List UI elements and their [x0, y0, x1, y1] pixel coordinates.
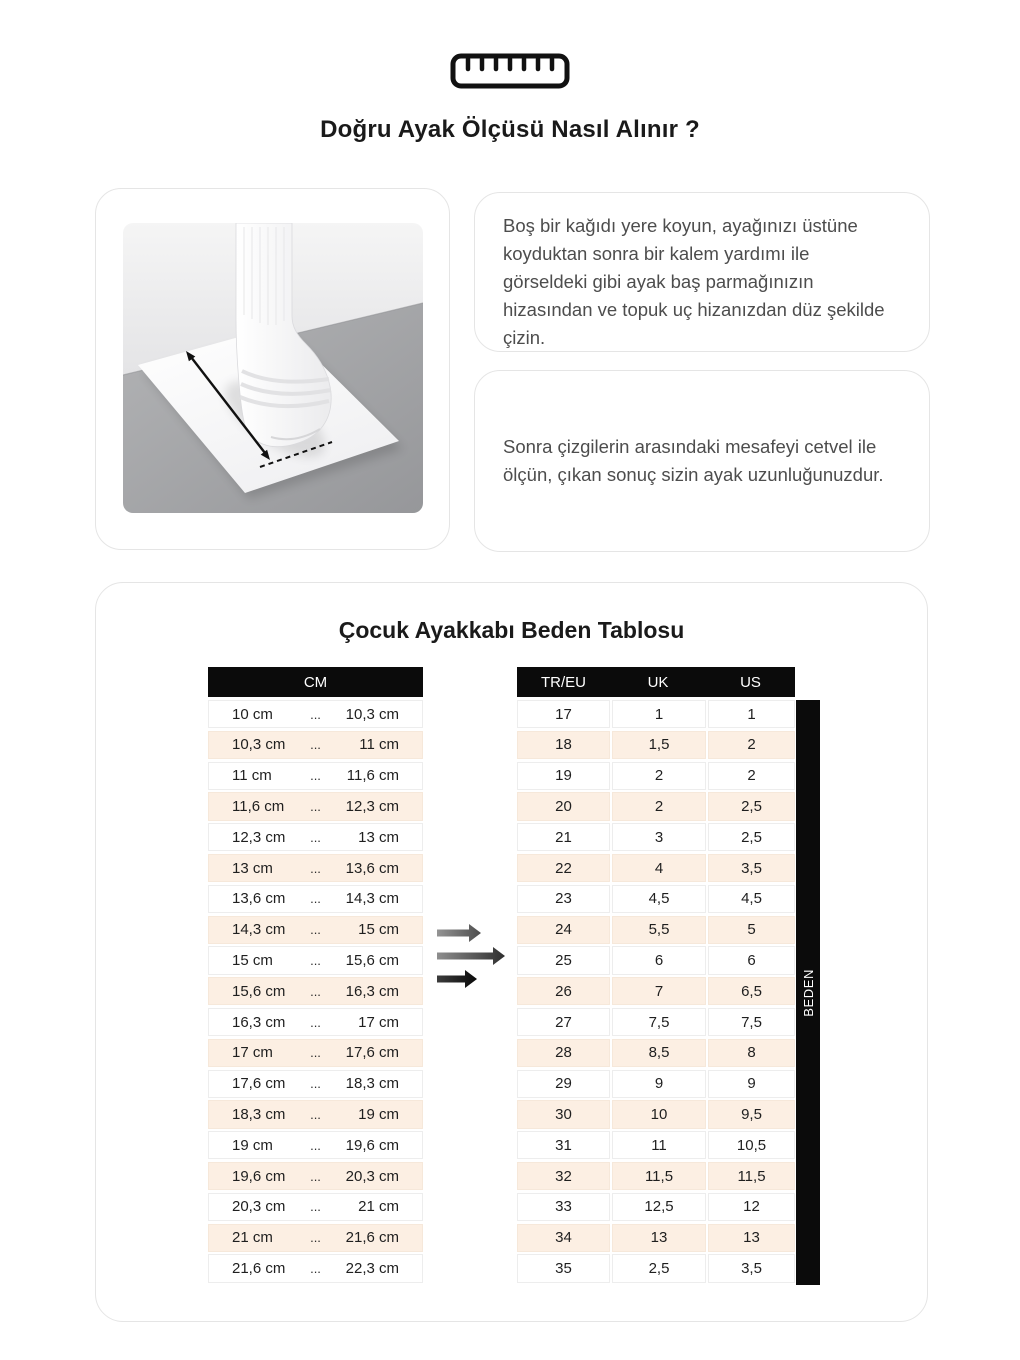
cm-to-value: 13,6 cm: [345, 859, 399, 877]
table-row: [208, 700, 423, 728]
range-separator: ...: [310, 1230, 321, 1246]
cm-to-value: 15 cm: [358, 921, 399, 939]
cm-table: [208, 667, 423, 1285]
range-separator: ...: [310, 737, 321, 753]
table-row: [517, 792, 795, 820]
us-value: 2: [708, 762, 795, 790]
table-row: [208, 885, 423, 913]
uk-value: 9: [612, 1070, 706, 1098]
tr-eu-value: 25: [517, 946, 610, 974]
cm-to-value: 17,6 cm: [345, 1044, 399, 1062]
uk-value: 7: [612, 977, 706, 1005]
cm-from-value: 10,3 cm: [232, 736, 286, 754]
tr-eu-value: 27: [517, 1008, 610, 1036]
instruction-step-2: [474, 370, 930, 552]
range-separator: ...: [310, 891, 321, 907]
tr-eu-value: 22: [517, 854, 610, 882]
uk-value: 2: [612, 792, 706, 820]
table-row: [517, 1131, 795, 1159]
cm-from-value: 13 cm: [232, 859, 273, 877]
us-value: 7,5: [708, 1008, 795, 1036]
tr-eu-value: 31: [517, 1131, 610, 1159]
us-value: 1: [708, 700, 795, 728]
us-value: 6,5: [708, 977, 795, 1005]
ruler-icon: [0, 52, 1020, 90]
tr-eu-value: 34: [517, 1224, 610, 1252]
table-row: [517, 946, 795, 974]
range-separator: ...: [310, 983, 321, 999]
uk-value: 4: [612, 854, 706, 882]
size-table: [517, 667, 795, 1285]
cm-from-value: 10 cm: [232, 705, 273, 723]
range-separator: ...: [310, 1076, 321, 1092]
table-row: [517, 1070, 795, 1098]
cm-to-value: 20,3 cm: [345, 1167, 399, 1185]
cm-from-value: 18,3 cm: [232, 1106, 286, 1123]
table-row: [517, 885, 795, 913]
range-separator: ...: [310, 1168, 321, 1184]
table-row: [208, 854, 423, 882]
us-value: 11,5: [708, 1162, 795, 1190]
us-value: 8: [708, 1039, 795, 1067]
range-separator: ...: [310, 953, 321, 969]
cm-from-value: 21,6 cm: [232, 1259, 286, 1277]
us-value: 6: [708, 946, 795, 974]
cm-to-value: 15,6 cm: [345, 952, 399, 970]
table-row: [517, 1008, 795, 1036]
cm-from-value: 12,3 cm: [232, 828, 286, 846]
uk-value: 7,5: [612, 1008, 706, 1036]
instruction-step-1-text: Boş bir kağıdı yere koyun, ayağınızı üstüne koyduktan sonra bir kalem yardımı ile görseldeki gibi ayak baş parmağınızın hizasından ve topuk uç hizanızdan düz şekilde çizin.: [503, 215, 885, 348]
range-separator: ...: [310, 922, 321, 938]
range-separator: ...: [310, 860, 321, 876]
tr-eu-value: 23: [517, 885, 610, 913]
table-row: [517, 916, 795, 944]
uk-value: 5,5: [612, 916, 706, 944]
range-separator: ...: [310, 768, 321, 784]
table-row: [517, 1254, 795, 1282]
tr-eu-value: 17: [517, 700, 610, 728]
table-row: [517, 700, 795, 728]
cm-from-value: 14,3 cm: [232, 921, 286, 939]
tr-eu-value: 35: [517, 1254, 610, 1282]
foot-measurement-photo: [123, 223, 423, 513]
us-value: 9,5: [708, 1100, 795, 1128]
uk-value: 10: [612, 1100, 706, 1128]
uk-value: 11: [612, 1131, 706, 1159]
uk-value: 2: [612, 762, 706, 790]
us-value: 10,5: [708, 1131, 795, 1159]
range-separator: ...: [310, 1199, 321, 1215]
uk-column-header: UK: [647, 673, 669, 691]
cm-to-value: 10,3 cm: [345, 705, 399, 723]
table-row: [208, 977, 423, 1005]
table-row: [208, 1193, 423, 1221]
us-value: 13: [708, 1224, 795, 1252]
cm-from-value: 21 cm: [232, 1229, 273, 1247]
range-separator: ...: [310, 829, 321, 845]
tr-eu-value: 26: [517, 977, 610, 1005]
range-separator: ...: [310, 706, 321, 722]
tr-eu-value: 30: [517, 1100, 610, 1128]
cm-to-value: 12,3 cm: [345, 798, 399, 816]
cm-to-value: 13 cm: [358, 828, 399, 846]
tr-eu-value: 29: [517, 1070, 610, 1098]
table-row: [208, 792, 423, 820]
table-row: [208, 1070, 423, 1098]
table-row: [208, 946, 423, 974]
cm-from-value: 20,3 cm: [232, 1198, 286, 1216]
tr-eu-value: 24: [517, 916, 610, 944]
table-row: [517, 731, 795, 759]
uk-value: 13: [612, 1224, 706, 1252]
us-value: 2,5: [708, 823, 795, 851]
cm-from-value: 15 cm: [232, 952, 273, 970]
table-row: [208, 1039, 423, 1067]
range-separator: ...: [310, 1107, 321, 1122]
cm-from-value: 11 cm: [232, 767, 272, 785]
size-chart-card: [95, 582, 928, 1322]
table-row: [208, 1162, 423, 1190]
table-row: [517, 1224, 795, 1252]
us-value: 9: [708, 1070, 795, 1098]
cm-from-value: 17,6 cm: [232, 1075, 286, 1093]
range-separator: ...: [310, 1045, 321, 1061]
range-separator: ...: [310, 1137, 321, 1153]
range-separator: ...: [310, 1014, 321, 1030]
us-value: 5: [708, 916, 795, 944]
cm-table-body: [208, 700, 423, 1283]
uk-value: 1,5: [612, 731, 706, 759]
transfer-arrows-icon: [434, 919, 514, 1002]
table-row: [208, 1254, 423, 1282]
size-chart-title: Çocuk Ayakkabı Beden Tablosu: [338, 617, 685, 643]
table-row: [208, 1131, 423, 1159]
tr-eu-value: 33: [517, 1193, 610, 1221]
tr-eu-value: 21: [517, 823, 610, 851]
us-value: 12: [708, 1193, 795, 1221]
us-value: 4,5: [708, 885, 795, 913]
us-column-header: US: [740, 673, 761, 691]
uk-value: 11,5: [612, 1162, 706, 1190]
beden-side-label-text: BEDEN: [800, 968, 816, 1017]
instruction-step-2-text: Sonra çizgilerin arasındaki mesafeyi cetvel ile ölçün, çıkan sonuç sizin ayak uzunluğunuzdur.: [503, 436, 884, 485]
cm-from-value: 15,6 cm: [232, 982, 286, 1000]
table-row: [208, 1008, 423, 1036]
size-table-header: [517, 667, 795, 697]
cm-to-value: 14,3 cm: [345, 890, 399, 908]
uk-value: 2,5: [612, 1254, 706, 1282]
table-row: [517, 1193, 795, 1221]
cm-from-value: 13,6 cm: [232, 890, 286, 908]
tr-eu-column-header: TR/EU: [541, 673, 586, 691]
cm-from-value: 17 cm: [232, 1044, 273, 1062]
page-title: Doğru Ayak Ölçüsü Nasıl Alınır ?: [320, 116, 700, 143]
cm-to-value: 11,6 cm: [346, 767, 399, 785]
tr-eu-value: 32: [517, 1162, 610, 1190]
table-row: [208, 762, 423, 790]
cm-to-value: 16,3 cm: [345, 982, 399, 1000]
us-value: 3,5: [708, 854, 795, 882]
uk-value: 1: [612, 700, 706, 728]
uk-value: 8,5: [612, 1039, 706, 1067]
tr-eu-value: 28: [517, 1039, 610, 1067]
us-value: 2: [708, 731, 795, 759]
beden-side-label: [796, 700, 820, 1285]
cm-to-value: 22,3 cm: [345, 1259, 399, 1277]
cm-from-value: 19 cm: [232, 1136, 273, 1154]
cm-to-value: 11 cm: [359, 736, 399, 754]
tr-eu-value: 18: [517, 731, 610, 759]
instruction-step-1: [474, 192, 930, 352]
range-separator: ...: [310, 799, 321, 815]
us-value: 2,5: [708, 792, 795, 820]
uk-value: 12,5: [612, 1193, 706, 1221]
table-row: [208, 1224, 423, 1252]
table-row: [517, 823, 795, 851]
table-row: [517, 762, 795, 790]
table-row: [517, 854, 795, 882]
table-row: [208, 731, 423, 759]
cm-from-value: 11,6 cm: [232, 798, 285, 816]
cm-to-value: 21 cm: [358, 1198, 399, 1216]
table-row: [517, 1100, 795, 1128]
tr-eu-value: 19: [517, 762, 610, 790]
table-row: [517, 1039, 795, 1067]
uk-value: 6: [612, 946, 706, 974]
cm-to-value: 19,6 cm: [345, 1136, 399, 1154]
uk-value: 3: [612, 823, 706, 851]
size-table-body: [517, 700, 795, 1283]
uk-value: 4,5: [612, 885, 706, 913]
table-row: [517, 1162, 795, 1190]
cm-to-value: 21,6 cm: [345, 1229, 399, 1247]
table-row: [517, 977, 795, 1005]
cm-table-header: CM: [208, 667, 423, 697]
table-row: [208, 916, 423, 944]
cm-from-value: 19,6 cm: [232, 1167, 286, 1185]
table-row: [208, 1100, 423, 1128]
range-separator: ...: [310, 1260, 321, 1276]
cm-to-value: 17 cm: [358, 1013, 399, 1031]
measurement-photo-card: [95, 188, 450, 550]
us-value: 3,5: [708, 1254, 795, 1282]
tr-eu-value: 20: [517, 792, 610, 820]
cm-to-value: 18,3 cm: [345, 1075, 399, 1093]
table-row: [208, 823, 423, 851]
cm-to-value: 19 cm: [358, 1106, 399, 1123]
cm-from-value: 16,3 cm: [232, 1013, 286, 1031]
